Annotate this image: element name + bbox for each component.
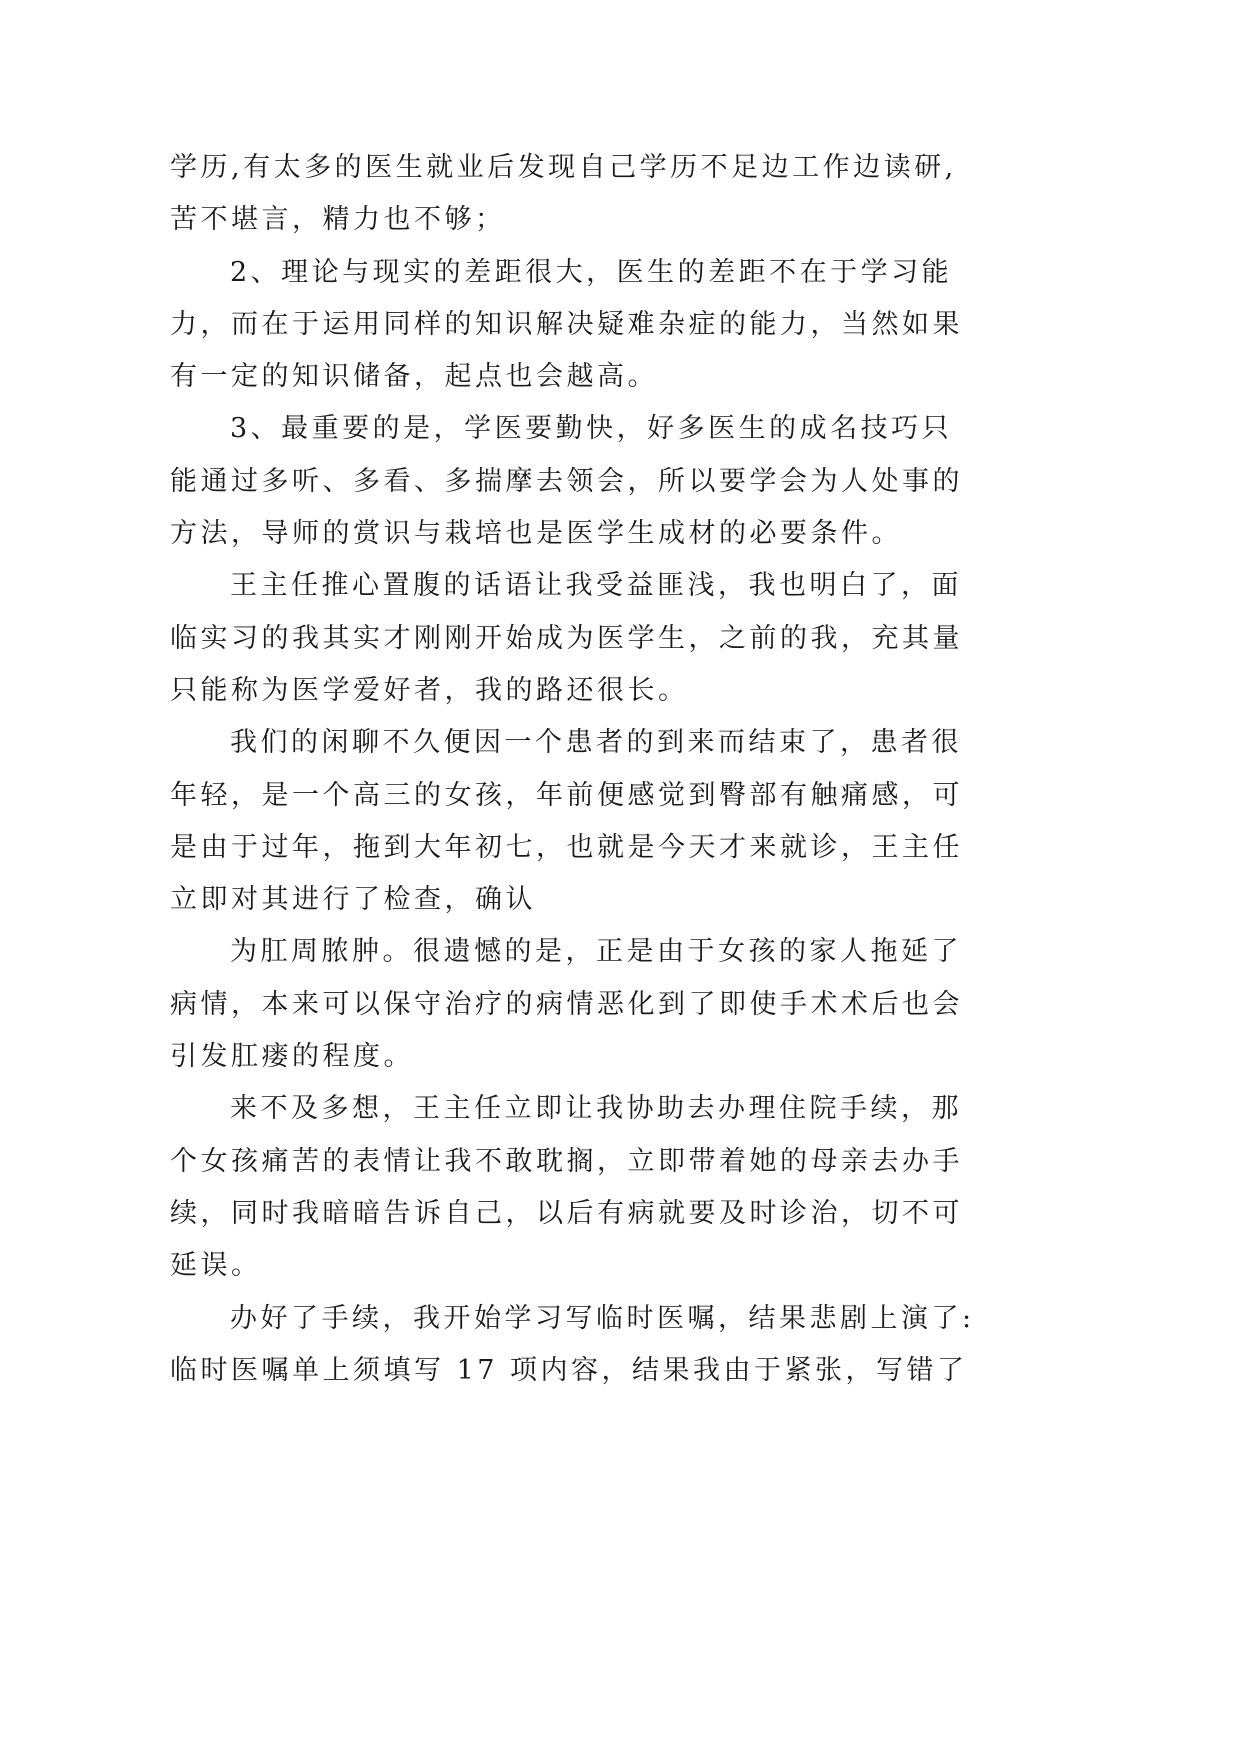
text-line: 临实习的我其实才刚刚开始成为医学生，之前的我，充其量: [170, 622, 963, 654]
text-line: 只能称为医学爱好者，我的路还很长。: [170, 674, 689, 706]
text-line: 力，而在于运用同样的知识解决疑难杂症的能力，当然如果: [170, 308, 963, 340]
text-line: 有一定的知识储备，起点也会越高。: [170, 361, 658, 393]
text-line: 方法，导师的赏识与栽培也是医学生成材的必要条件。: [170, 518, 902, 550]
paragraph-start-line: 2、理论与现实的差距很大，医生的差距不在于学习能: [230, 256, 953, 288]
text-line: 苦不堪言，精力也不够；: [170, 204, 506, 236]
paragraph-start-line: 为肛周脓肿。很遗憾的是，正是由于女孩的家人拖延了: [230, 936, 962, 968]
text-line: 年轻，是一个高三的女孩，年前便感觉到臀部有触痛感，可: [170, 779, 963, 811]
text-line: 续，同时我暗暗告诉自己，以后有病就要及时诊治，切不可: [170, 1197, 963, 1229]
text-line: 学历,有太多的医生就业后发现自己学历不足边工作边读研,: [170, 152, 957, 183]
text-line: 能通过多听、多看、多揣摩去领会，所以要学会为人处事的: [170, 465, 963, 497]
text-line: 病情，本来可以保守治疗的病情恶化到了即使手术术后也会: [170, 988, 963, 1020]
text-line: 临时医嘱单上须填写 17 项内容，结果我由于紧张，写错了: [170, 1354, 968, 1386]
paragraph-start-line: 王主任推心置腹的话语让我受益匪浅，我也明白了，面: [230, 570, 962, 602]
text-line: 是由于过年，拖到大年初七，也就是今天才来就诊，王主任: [170, 831, 963, 863]
paragraph-start-line: 来不及多想，王主任立即让我协助去办理住院手续，那: [230, 1093, 962, 1125]
paragraph-start-line: 办好了手续，我开始学习写临时医嘱，结果悲剧上演了:: [230, 1302, 975, 1334]
text-line: 延误。: [170, 1250, 262, 1282]
document-body: [170, 142, 975, 1397]
text-line: 引发肛瘘的程度。: [170, 1041, 414, 1073]
paragraph-start-line: 3、最重要的是，学医要勤快，好多医生的成名技巧只: [230, 413, 953, 445]
text-line: 立即对其进行了检查，确认: [170, 884, 536, 916]
paragraph-start-line: 我们的闲聊不久便因一个患者的到来而结束了，患者很: [230, 727, 962, 759]
text-line: 个女孩痛苦的表情让我不敢耽搁，立即带着她的母亲去办手: [170, 1145, 963, 1177]
